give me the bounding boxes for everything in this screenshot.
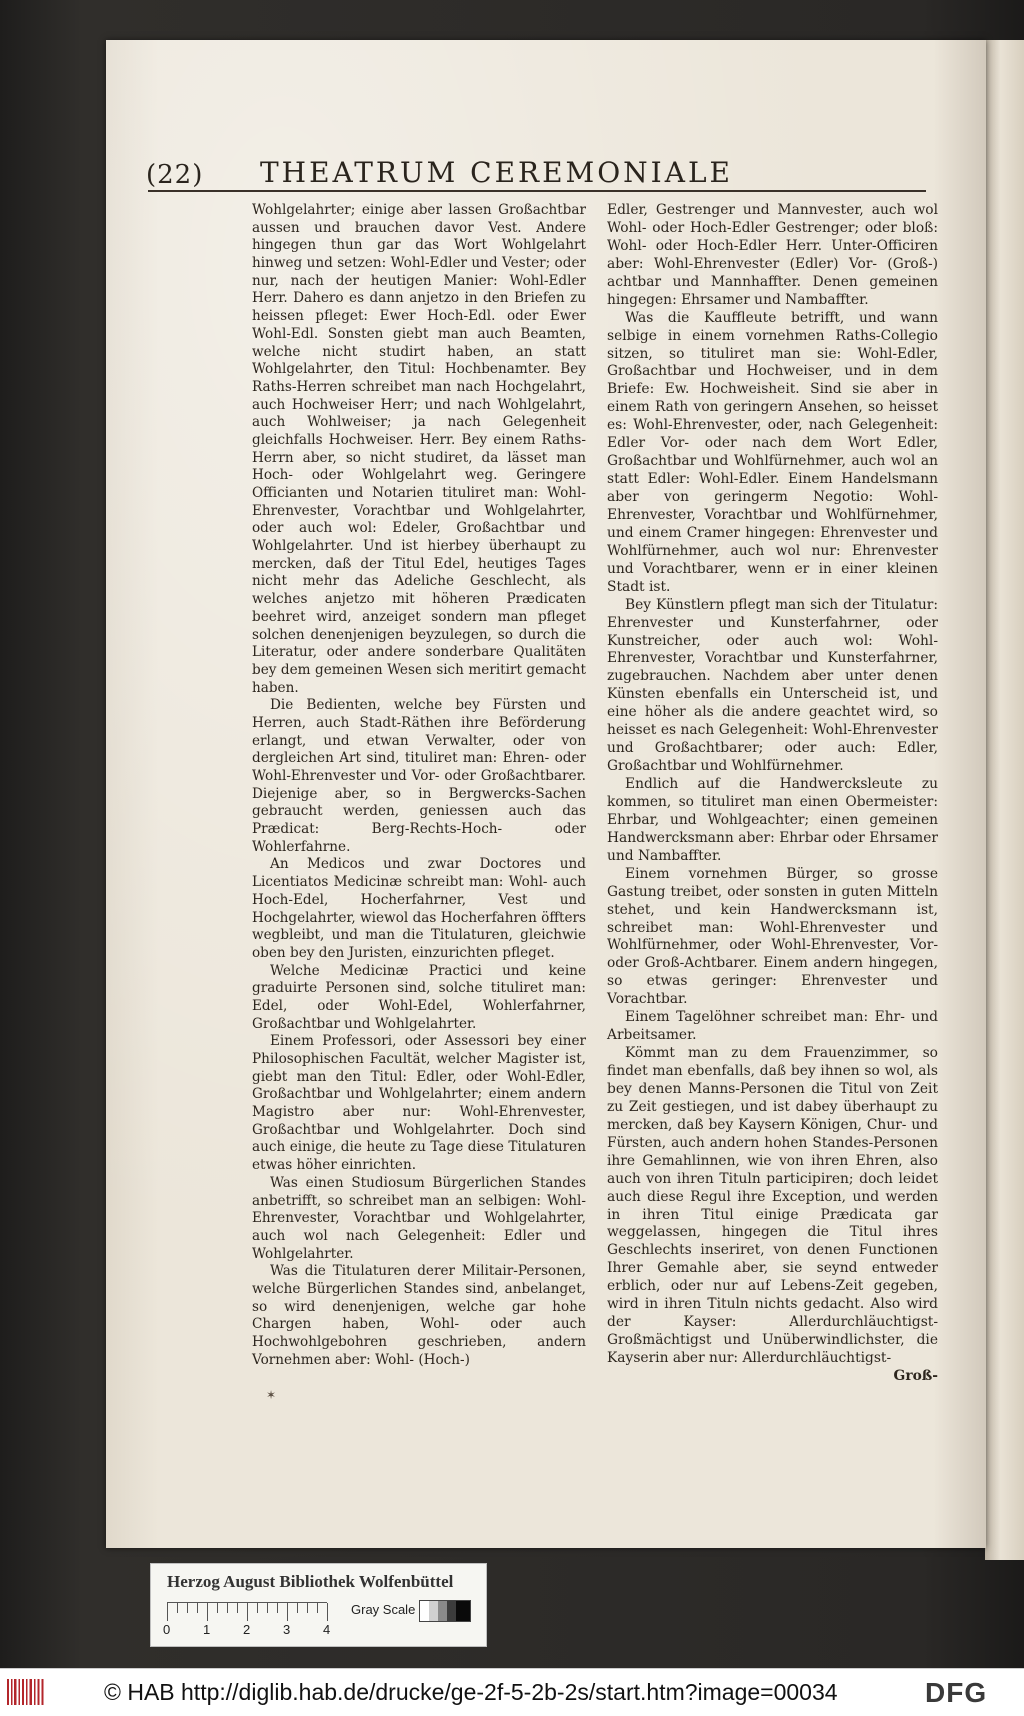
ruler-tick (167, 1603, 168, 1621)
page-header (146, 116, 786, 190)
paragraph: Die Bedienten, welche bey Fürsten und Herren, auch Stadt-Räthen ihre Beförderung erlangt, und etwan Verwalter, oder von dergleichen Art sind, tituliret man: Ehren- oder Wohl-Ehrenvester und Vor- oder Großachtbarer. Diejenige aber, so in Bergwercks-Sachen gebraucht werden, geniessen auch das Prædicat: Berg-Rechts-Hoch- oder Wohlerfahrne. (252, 697, 586, 855)
ruler-number: 4 (323, 1622, 331, 1637)
paragraph: Einem Professori, oder Assessori bey einer Philosophischen Facultät, welcher Magister ist, giebt man den Titul: Edler, oder Wohl-Edler, Großachtbar und Wohlgelahrter; einem andern Magistro aber nur: Wohl-Ehrenvester, Großachtbar und Wohlgelahrter. Doch sind auch einige, die heute zu Tage diese Titulaturen etwas höher einrichten. (252, 1033, 586, 1174)
ruler-tick (327, 1603, 328, 1621)
paragraph: Welche Medicinæ Practici und keine graduirte Personen sind, solche tituliret man: Edel, oder Wohl-Edel, Wohlerfahrner, Großachtbar und Wohlgelahrter. (252, 962, 586, 1032)
ruler-tick (207, 1603, 208, 1621)
bottom-mark: ✶ (266, 1388, 277, 1402)
ruler-number: 3 (283, 1622, 291, 1637)
paragraph: Einem Tagelöhner schreibet man: Ehr- und Arbeitsamer. (607, 1009, 938, 1044)
ruler-tick (317, 1603, 318, 1613)
ruler-number: 2 (243, 1622, 251, 1637)
ruler-tick (287, 1603, 288, 1621)
hab-logo-icon (6, 1677, 46, 1707)
facing-page-edge (985, 40, 1024, 1560)
library-label (150, 1563, 487, 1647)
footer-bar (0, 1668, 1024, 1716)
ruler-tick (237, 1603, 238, 1613)
paragraph: Kömmt man zu dem Frauenzimmer, so findet man ebenfalls, daß bey ihnen so wol, als bey denen Manns-Personen die Titul von Zeit zu Zeit gestiegen, und ist dabey überhaupt zu mercken, daß bey Kaysern Königen, Chur- und Fürsten, auch andern hohen Standes-Personen ihre Gemahlinnen, wie von ihren Ehren, also auch von ihren Tituln participiren; doch leidet auch diese Regul ihre Exception, und werden in ihren Titul einige Prædicata gar weggelassen, hingegen die Titul ihres Geschlechts inseriret, von denen Functionen Ihrer Gemahle aber, sie seynd entweder erblich, oder nur auf Lebens-Zeit gegeben, wird in ihren Tituln nichts gedacht. Also wird der Kayser: Allerdurchläuchtigst-Großmächtigst und Unüberwindlichster, die Kayserin aber nur: Allerdurchläuchtigst- (607, 1045, 938, 1366)
paragraph: Was einen Studiosum Bürgerlichen Standes anbetrifft, so schreibet man an selbigen: Wohl-Ehrenvester, Vorachtbar und Wohlgelahrter, auch wol nach Gelegenheit: Edler und Wohlgelahrter. (252, 1174, 586, 1262)
ruler-tick (277, 1603, 278, 1613)
library-name: Herzog August Bibliothek Wolfenbüttel (167, 1572, 454, 1591)
left-column (252, 202, 586, 1369)
ruler-tick (197, 1603, 198, 1613)
ruler-number: 0 (163, 1622, 171, 1637)
ruler-number: 1 (203, 1622, 211, 1637)
paragraph: An Medicos und zwar Doctores und Licentiatos Medicinæ schreibt man: Wohl- auch Hoch-Edel, Hocherfahrner, Vest und Hochgelahrter, wiewol das Hocherfahren öffters wegbleibt, und man die Titulaturen, gleichwie oben bey den Juristen, einzurichten pfleget. (252, 856, 586, 961)
paragraph: Endlich auf die Handwercksleute zu kommen, so tituliret man einen Obermeister: Ehrbar, und Wohlgeachter; einen gemeinen Handwercksmann aber: Ehrbar oder Ehrsamer und Nambaffter. (607, 776, 938, 864)
ruler-tick (297, 1603, 298, 1613)
catchword: Groß- (893, 1367, 938, 1384)
gray-scale-bar (419, 1600, 471, 1622)
ruler-tick (247, 1603, 248, 1621)
paragraph: Wohlgelahrter; einige aber lassen Großachtbar aussen und brauchen davor Vest. Andere hingegen thun gar das Wort Wohlgelahrt hinweg und setzen: Wohl-Edler und Vester; oder nur, nach der heutigen Manier: Wohl-Edler Herr. Dahero es dann anjetzo in den Briefen zu heissen pfleget: Ewer Hoch-Edl. oder Ewer Wohl-Edl. Sonsten giebt man auch Beamten, welche nicht studirt haben, an statt Wohlgelahrter, den Titul: Hochbenamter. Bey Raths-Herren schreibet man nach Hochgelahrt, auch Hochweiser Herr; und nach Wohlgelahrt, auch Wohlweiser; ja nach Gelegenheit gleichfalls Hochweiser. Herr. Bey einem Raths-Herrn aber, so nicht studiret, da lässet man Hoch- oder Wohlgelahrt weg. Geringere Officianten und Notarien tituliret man: Wohl-Ehrenvester, Vorachtbar und Wohlgelahrter, oder auch wol: Edeler, Großachtbar und Wohlgelahrter. Und ist hierbey überhaupt zu mercken, daß der Titul Edel, heutiges Tages nicht mehr das Adeliche Geschlecht, als welches anjetzo mit höheren Prædicaten beehret wird, anzeiget sondern man pfleget solchen denenjenigen beyzulegen, so durch die Literatur, oder andere sonderbare Qualitäten bey dem gemeinen Wesen sich meritirt gemacht haben. (252, 202, 586, 696)
ruler-tick (267, 1603, 268, 1613)
ruler-tick (227, 1603, 228, 1613)
ruler-tick (177, 1603, 178, 1613)
gray-scale-label: Gray Scale (351, 1602, 416, 1617)
page-number: (22) (146, 160, 204, 190)
ruler-tick (217, 1603, 218, 1613)
header-rule (148, 190, 926, 192)
paragraph: Einem vornehmen Bürger, so grosse Gastung treibet, oder sonsten in guten Mitteln stehet, und kein Handwercksmann ist, schreibet man: Wohl-Ehrenvester und Wohlfürnehmer, oder Wohl-Ehrenvester, Vor- oder Groß-Achtbarer. Einem andern hingegen, so etwas geringer: Ehrenvester und Vorachtbar. (607, 865, 938, 1008)
ruler-tick (307, 1603, 308, 1613)
dfg-logo: DFG (925, 1677, 988, 1708)
ruler-tick (257, 1603, 258, 1613)
paragraph: Edler, Gestrenger und Mannvester, auch wol Wohl- oder Hoch-Edler Gestrenger; oder bloß: Wohl- oder Hoch-Edler Herr. Unter-Officiren aber: Wohl-Ehrenvester (Edler) Vor- (Groß-) achtbar und Mannhaffter. Denen gemeinen hingegen: Ehrsamer und Nambaffter. (607, 202, 938, 308)
paragraph: Bey Künstlern pflegt man sich der Titulatur: Ehrenvester und Kunsterfahrner, oder Kunstreicher, oder auch wol: Wohl-Ehrenvester, Vorachtbar und Kunsterfahrner, zugebrauchen. Nachdem aber unter denen Künsten ebenfalls ein Unterscheid ist, und eine höher als die andere geachtet wird, so heisset es nach Gelegenheit: Wohl-Ehrenvester und Großachtbarer; oder auch: Edler, Großachtbar und Wohlfürnehmer. (607, 596, 938, 775)
paragraph: Was die Kauffleute betrifft, und wann selbige in einem vornehmen Raths-Collegio sitzen, so tituliret man sie: Wohl-Edler, Großachtbar und Hochweiser, und in dem Briefe: Ew. Hochweisheit. Sind sie aber in einem Rath von geringern Ansehen, so heisset es: Wohl-Ehrenvester, oder, nach Gelegenheit: Edler Vor- oder nach dem Wort Edler, Großachtbar und Wohlfürnehmer, auch wol an statt Edler: Wohl-Edler. Einem Handelsmann aber von geringerm Negotio: Wohl-Ehrenvester, Vorachtbar und Wohlfürnehmer, und einem Cramer hingegen: Ehrenvester und Wohlfürnehmer, auch wol nur: Ehrenvester und Vorachtbarer, wenn er in einer kleinen Stadt ist. (607, 309, 938, 595)
right-column (607, 202, 938, 1386)
source-url[interactable]: © HAB http://diglib.hab.de/drucke/ge-2f-5-2b-2s/start.htm?image=00034 (104, 1679, 838, 1705)
running-head: THEATRUM CEREMONIALE (260, 156, 733, 189)
ruler-tick (187, 1603, 188, 1613)
paragraph: Was die Titulaturen derer Militair-Personen, welche Bürgerlichen Standes sind, anbelanget, so wird denenjenigen, welche gar hohe Chargen haben, Wohl- oder auch Hochwohlgebohren geschrieben, andern Vornehmen aber: Wohl- (Hoch-) (252, 1263, 586, 1368)
